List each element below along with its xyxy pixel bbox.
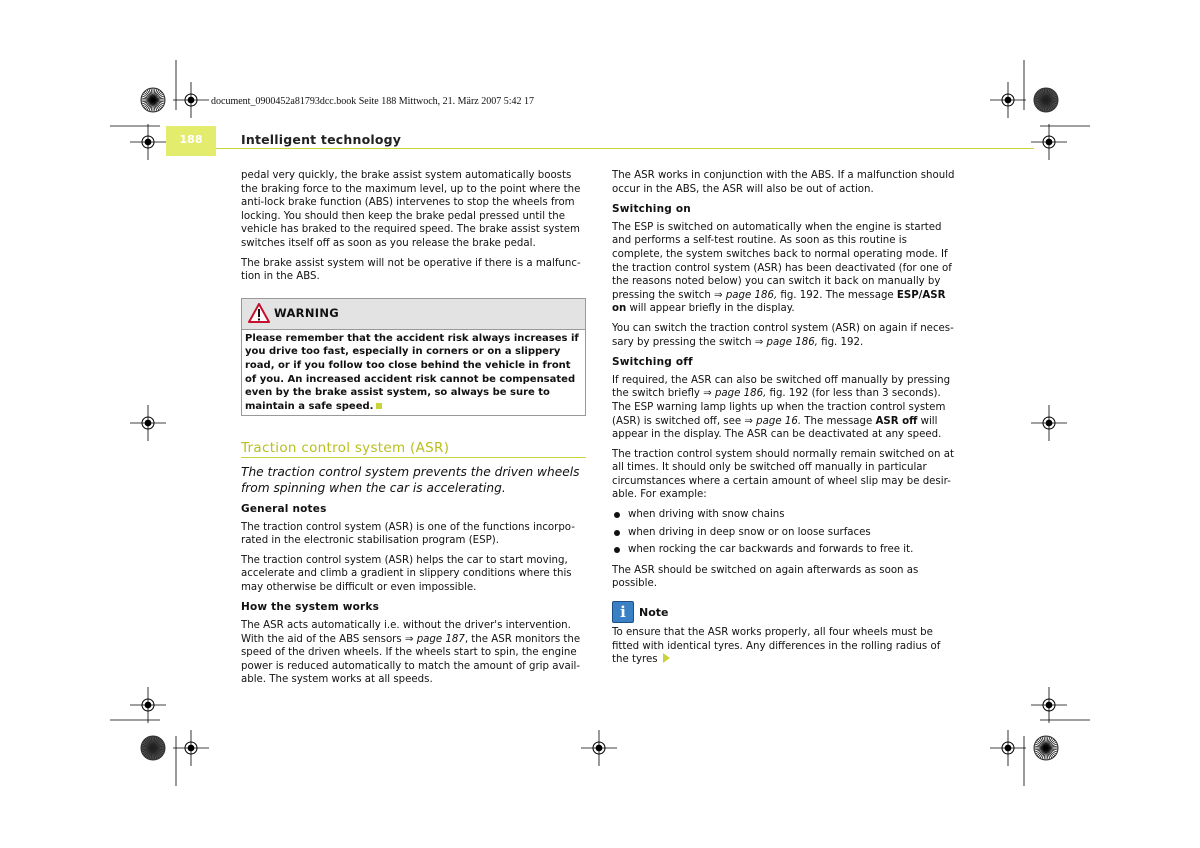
text-run: The ASR acts automatically i.e. without the driver's intervention. With the aid of the ABS sensors ⇒ [241,620,571,645]
text-run: fig. 192 (for less than 3 seconds). The ESP warning lamp lights up when the traction control system (ASR) is switched off, see ⇒ [612,388,946,427]
text-run: fig. 192. [817,336,864,348]
text-run: fig. 192. The message [777,289,897,301]
text-run: To ensure that the ASR works properly, all four wheels must be fitted with identical tyres. Any differences in the rolling radius of the tyres [612,627,941,666]
paragraph [241,619,586,687]
bullet-icon [614,512,620,518]
warning-body [242,330,585,416]
subheading-general-notes: General notes [241,502,327,515]
section-title: Traction control system (ASR) [241,442,586,458]
text-run: You can switch the traction control system (ASR) on again if neces-sary by pressing the switch ⇒ [612,322,954,348]
display-message: ASR off [875,415,918,427]
print-info: document_0900452a81793dcc.book Seite 188 Mittwoch, 21. März 2007 5:42 17 [211,96,535,107]
left-column [241,169,586,693]
paragraph: The ASR should be switched on again afterwards as soon as possible. [612,564,919,590]
list-item-text: when driving in deep snow or on loose surfaces [628,526,871,538]
page-reference-link[interactable]: page 187 [416,633,465,645]
end-square-icon [376,403,382,409]
bullet-icon [614,547,620,553]
subheading-switching-off: Switching off [612,356,693,369]
page-reference-link[interactable]: page 186, [714,388,767,400]
text-run: If required, the ASR can also be switched off manually by pressing the switch briefly ⇒ [612,374,951,400]
list-item [612,543,957,557]
right-column [612,169,957,673]
note-title: Note [639,606,669,620]
paragraph: The traction control system (ASR) is one of the functions incorpo-rated in the electronic stabilisation program (ESP). [241,521,575,547]
text-run: The ESP is switched on automatically when the engine is started and performs a self-test routine. As soon as this routine is complete, the system switches back to normal operating mode. If the traction control system (ASR) has been deactivated (for one of the reasons noted below) you can switch it back on manually by pressing the switch ⇒ [612,221,952,301]
list-item [612,508,957,522]
text-run: will appear briefly in the display. [626,303,795,315]
list-item [612,526,957,540]
subheading-switching-on: Switching on [612,203,691,216]
continue-arrow-icon [663,653,670,663]
chapter-title: Intelligent technology [241,132,402,147]
page-reference-link[interactable]: page 186, [725,289,778,301]
paragraph [612,374,957,442]
paragraph [612,322,957,349]
text-run: The message [801,415,876,427]
page-reference-link[interactable]: page 16. [756,415,802,427]
bullet-icon [614,530,620,536]
note-header [612,601,957,623]
display-message: ESP/ASR on [612,289,946,315]
subheading-how-system-works: How the system works [241,601,380,614]
lead-text: The traction control system prevents the driven wheels from spinning when the car is accelerating. [241,464,580,495]
warning-triangle-icon [248,303,270,323]
paragraph: pedal very quickly, the brake assist system automatically boosts the braking force to the maximum level, up to the point where the anti-lock brake function (ABS) intervenes to stop the wheels from locking. You should then keep the brake pedal pressed until the vehicle has braked to the required speed. The brake assist system switches itself off as soon as you release the brake pedal. [241,170,581,249]
page-number: 188 [179,133,203,146]
paragraph: The traction control system (ASR) helps the car to start moving, accelerate and climb a gradient in slippery conditions where this may otherwise be difficult or even impossible. [241,554,572,593]
warning-text: Please remember that the accident risk always increases if you drive too fast, especially in corners or on a slippery road, or if you follow too close behind the vehicle in front of you. An increased accident risk cannot be compensated even by the brake assist system, so always be sure to maintain a safe speed. [245,332,579,412]
header-rule [216,148,1034,149]
paragraph: The traction control system should normally remain switched on at all times. It should only be switched off manually in particular circumstances where a certain amount of wheel slip may be desir-able. For example: [612,448,954,501]
list-item-text: when driving with snow chains [628,509,785,521]
warning-header [242,299,585,330]
list-item-text: when rocking the car backwards and forwards to free it. [628,544,914,556]
paragraph [612,221,957,316]
text-run: will appear in the display. The ASR can be deactivated at any speed. [612,415,942,441]
warning-box [241,298,586,417]
paragraph: The brake assist system will not be operative if there is a malfunc-tion in the ABS. [241,257,581,283]
page-reference-link[interactable]: page 186, [766,336,818,348]
info-icon: i [612,601,634,623]
text-run: , the ASR monitors the speed of the driven wheels. If the wheels start to spin, the engine power is reduced automatically to match the amount of grip avail-able. The system works at all speeds. [241,633,581,686]
note-text [612,626,957,667]
paragraph: The ASR works in conjunction with the ABS. If a malfunction should occur in the ABS, the ASR will also be out of action. [612,170,955,195]
warning-title: WARNING [274,305,339,320]
